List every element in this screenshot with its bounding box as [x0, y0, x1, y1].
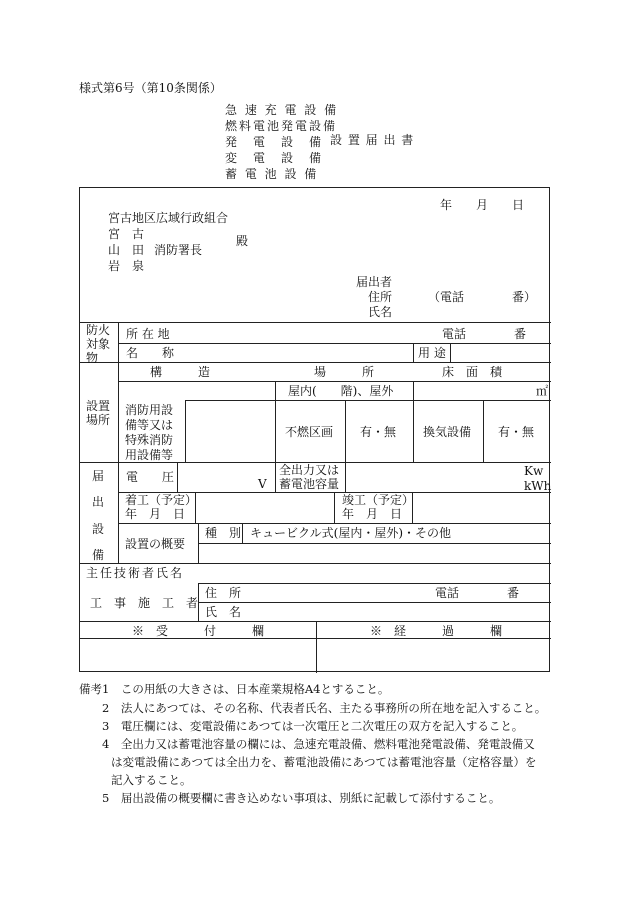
honorific: 殿 — [236, 234, 249, 248]
address-label: 住所 — [368, 290, 393, 304]
kw-unit: Kw — [524, 464, 544, 478]
fire-object-header: 防火 対象 物 — [86, 323, 111, 365]
type-label: 種 別 — [205, 526, 242, 540]
addressee-city: 岩 泉 — [108, 259, 145, 273]
use-label: 用 途 — [418, 346, 446, 360]
place-header: 場 所 — [314, 365, 375, 379]
note-item: 4 全出力又は蓄電池容量の欄には、急速充電設備、燃料電池発電設備、発電設備又 — [102, 737, 535, 751]
indoor-floor-field[interactable]: 屋内( 階)、屋外 — [288, 384, 394, 398]
equipment-line: 燃料電池発電設備 — [225, 119, 338, 133]
equipment-line: 変 電 設 備 — [225, 151, 324, 165]
equipment-line: 蓄 電 池 設 備 — [225, 167, 319, 181]
fireproof-yes-no[interactable]: 有・無 — [360, 425, 397, 439]
floor-area-header: 床 面 積 — [442, 365, 503, 379]
addressee-org: 宮古地区広域行政組合 — [108, 211, 229, 225]
object-name-label: 名 称 — [126, 346, 175, 360]
chief-engineer-label: 主任技術者氏名 — [86, 566, 185, 580]
equipment-types — [225, 102, 338, 182]
note-item: 5 届出設備の概要欄に書き込めない事項は、別紙に記載して添付すること。 — [102, 791, 501, 805]
chief-title: 消防署長 — [154, 243, 203, 257]
ventilation-label: 換気設備 — [423, 425, 472, 439]
ventilation-yes-no[interactable]: 有・無 — [498, 425, 535, 439]
finish-date-label: 竣工（予定） 年 月 日 — [342, 493, 415, 521]
kwh-unit: kWh — [524, 479, 552, 493]
type-options[interactable]: キュービクル式(屋内・屋外)・その他 — [250, 526, 452, 540]
notifier-label: 届出者 — [356, 275, 393, 289]
note-item: 2 法人にあつては、その名称、代表者氏名、主たる事務所の所在地を記入すること。 — [102, 701, 547, 715]
structure-header: 構 造 — [150, 365, 211, 379]
form-number: 様式第6号（第10条関係） — [79, 81, 222, 95]
fire-equipment-label: 消防用設 備等又は 特殊消防 用設備等 — [125, 403, 174, 462]
equipment-line: 発 電 設 備 — [225, 135, 324, 149]
note-item: は変電設備にあつては全出力を、蓄電池設備にあつては蓄電池容量（定格容量）を — [111, 755, 537, 769]
note-item: 記入すること。 — [111, 773, 192, 787]
phone-label: （電話 番） — [428, 290, 537, 304]
addressee-city: 山 田 — [108, 243, 145, 257]
reception-header: ※ 受 付 欄 — [132, 624, 265, 638]
equipment-line: 急 速 充 電 設 備 — [225, 103, 339, 117]
contractor-address-label: 住 所 — [205, 586, 242, 600]
addressee-city: 宮 古 — [108, 227, 145, 241]
output-label: 全出力又は 蓄電池容量 — [279, 463, 340, 491]
title-suffix: 設 置 届 出 書 — [330, 133, 415, 147]
note-item: 3 電圧欄には、変電設備にあつては一次電圧と二次電圧の双方を記入すること。 — [102, 719, 524, 733]
note-item: 備考1 この用紙の大きさは、日本産業規格A4とすること。 — [79, 682, 390, 696]
install-place-header: 設置 場所 — [86, 399, 111, 427]
voltage-label: 電 圧 — [126, 470, 175, 484]
declared-equipment-header: 届 出 設 備 — [92, 469, 105, 563]
overview-label: 設置の概要 — [125, 537, 186, 551]
volt-unit: V — [258, 477, 267, 491]
fireproof-zone-label: 不燃区画 — [285, 425, 334, 439]
contractor-label: 工 事 施 工 者 — [90, 596, 199, 610]
start-date-label: 着工（予定） 年 月 日 — [125, 493, 198, 521]
sqm-unit: ㎡ — [536, 384, 549, 398]
location-phone[interactable]: 電話 番 — [442, 327, 527, 341]
progress-header: ※ 経 過 欄 — [370, 624, 503, 638]
date-field[interactable]: 年 月 日 — [440, 198, 525, 212]
notification-form — [79, 187, 550, 672]
contractor-phone[interactable]: 電話 番 — [435, 586, 520, 600]
name-label: 氏名 — [368, 305, 393, 319]
contractor-name-label: 氏 名 — [205, 605, 242, 619]
location-label: 所 在 地 — [126, 327, 170, 341]
